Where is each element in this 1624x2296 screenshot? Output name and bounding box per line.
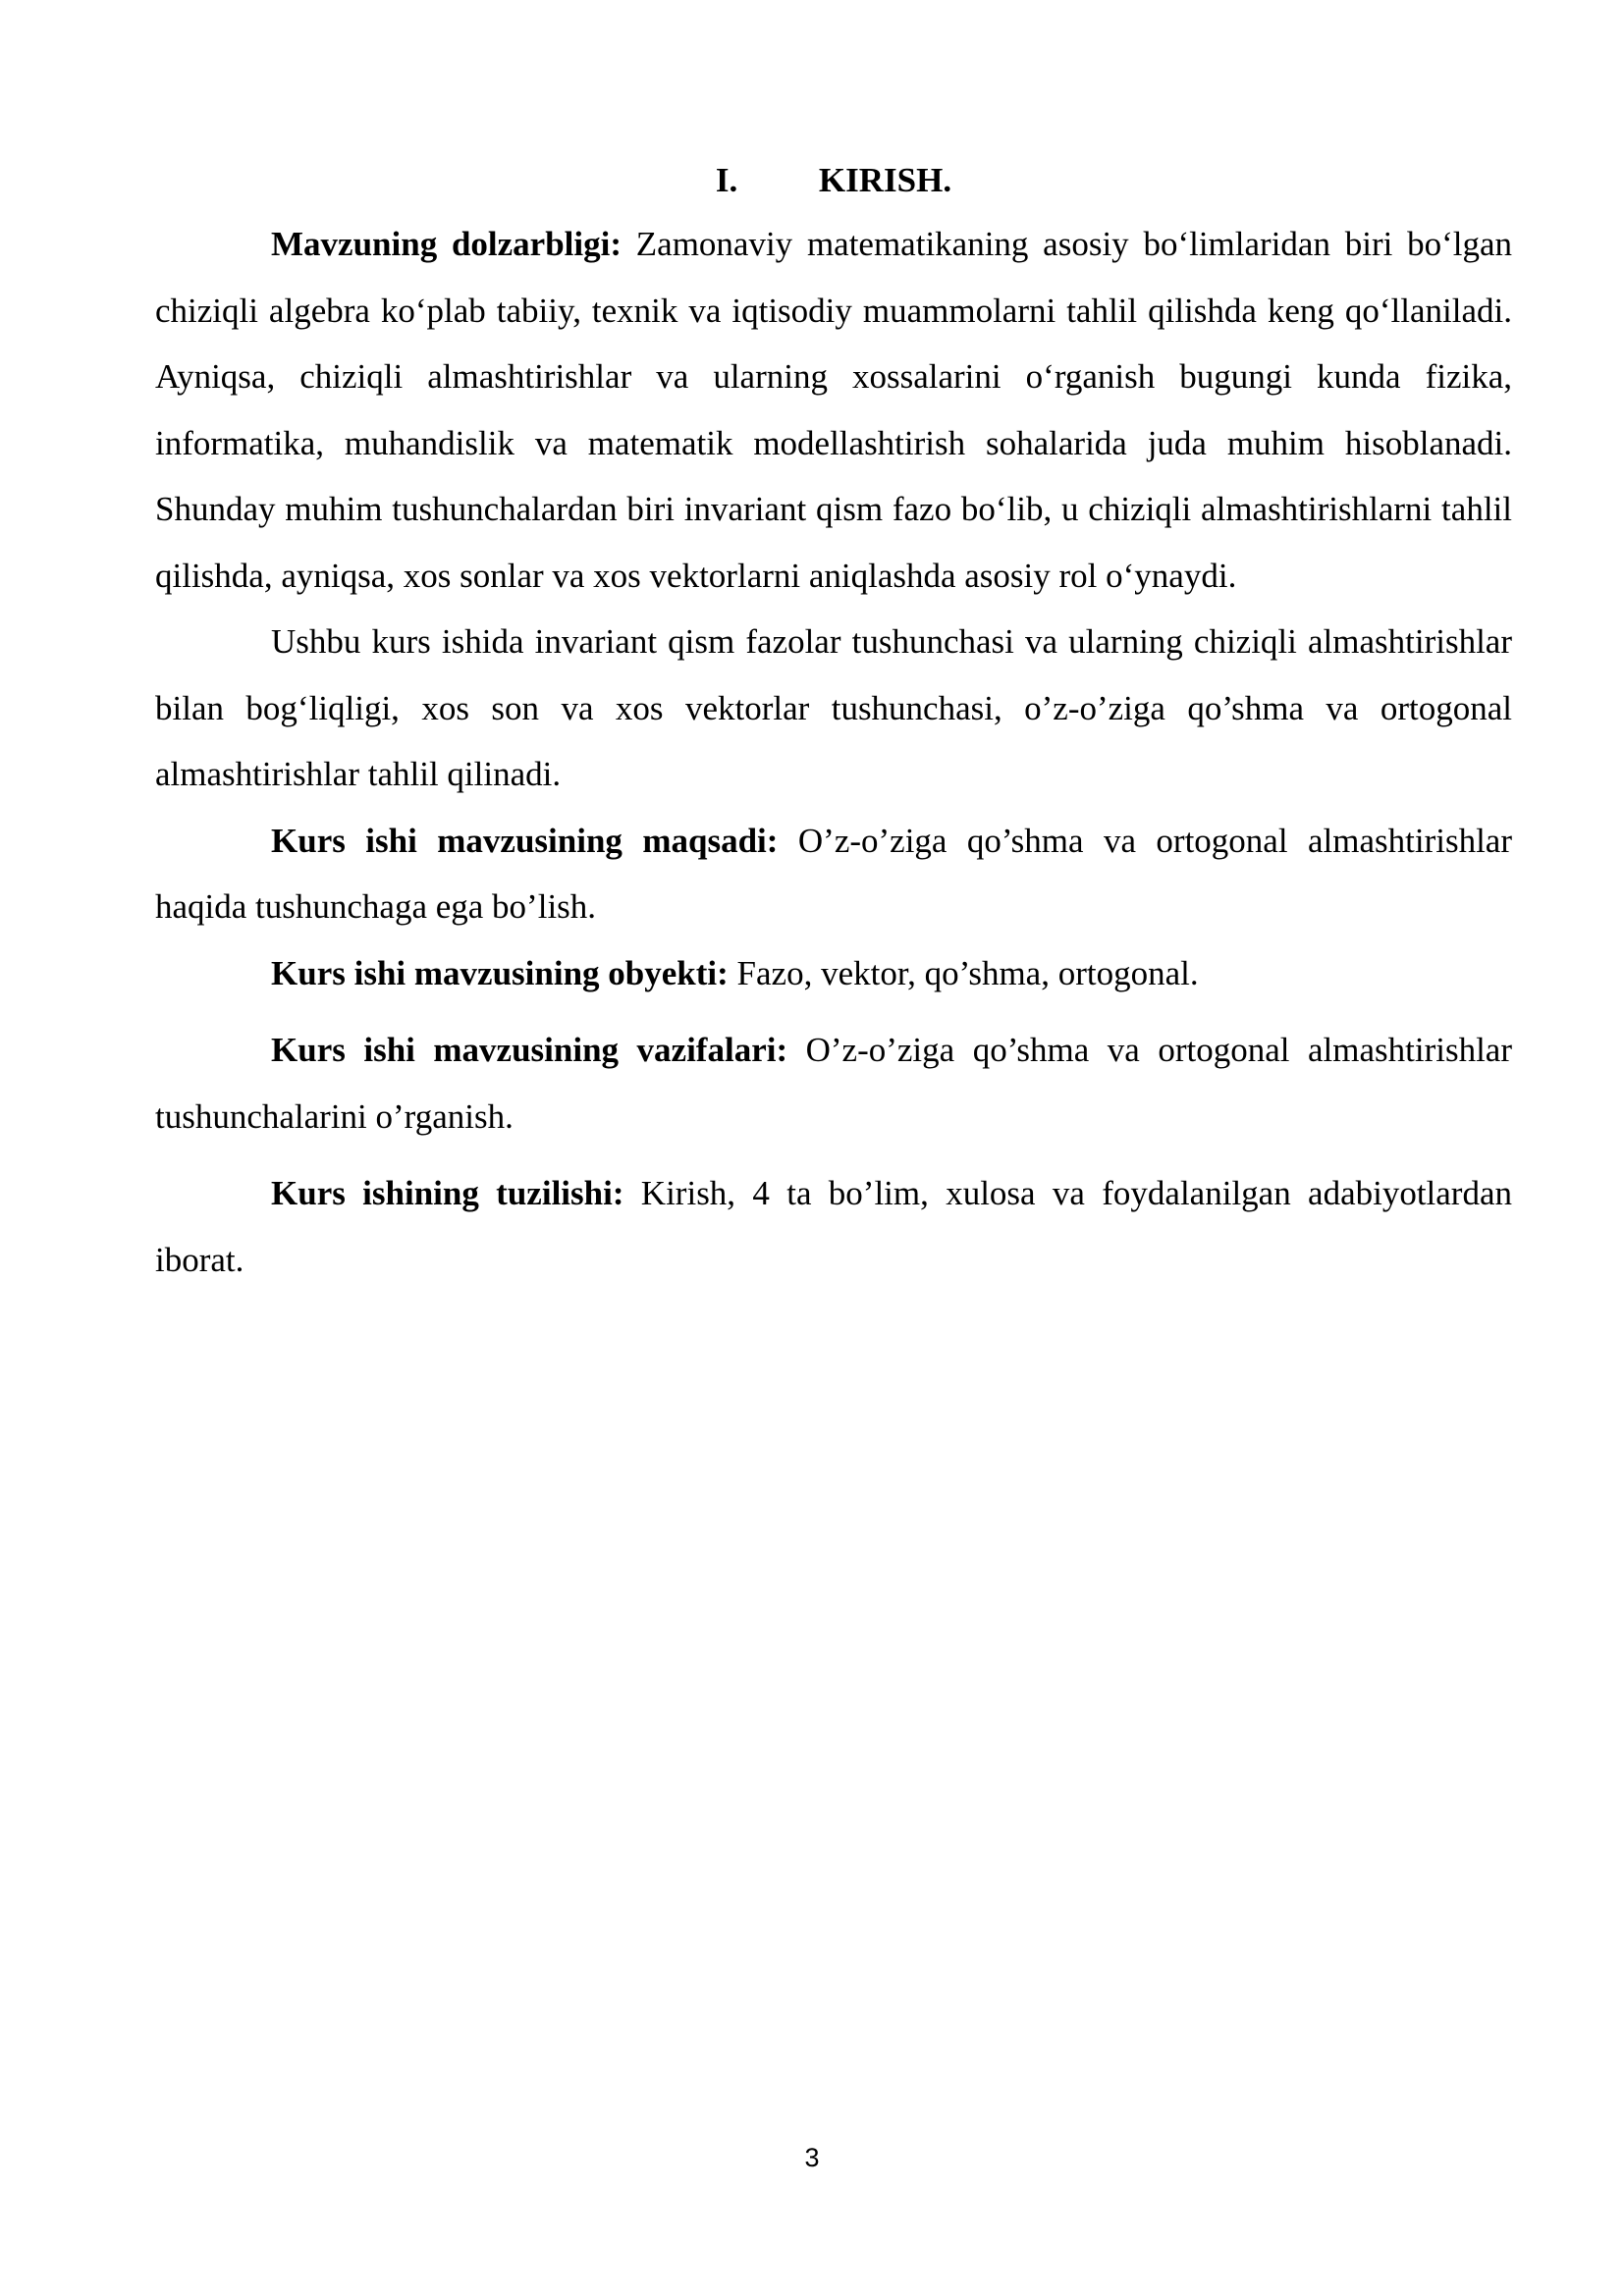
paragraph-lead: Kurs ishi mavzusining obyekti: bbox=[271, 953, 729, 992]
paragraph-text: O’z-o’ziga qo’shma va ortogonal almashtirishlar haqida tushunchaga ega bo’lish. bbox=[155, 821, 1512, 926]
paragraph-lead: Kurs ishining tuzilishi: bbox=[271, 1174, 624, 1212]
paragraph-text: Ushbu kurs ishida invariant qism fazolar tushunchasi va ularning chiziqli almashtirishlar bilan bog‘liqligi, xos son va xos vektorlar tushunchasi, o’z-o’ziga qo’shma va ortogonal almashtirishlar tahlil qilinadi. bbox=[155, 622, 1512, 793]
paragraph-structure bbox=[155, 1160, 1512, 1293]
paragraph-relevance bbox=[155, 211, 1512, 609]
paragraph-goal bbox=[155, 808, 1512, 940]
section-heading bbox=[155, 147, 1512, 213]
paragraph-text: Zamonaviy matematikaning asosiy bo‘limlaridan biri bo‘lgan chiziqli algebra ko‘plab tabiiy, texnik va iqtisodiy muammolarni tahlil qilishda keng qo‘llaniladi. Ayniqsa, chiziqli almashtirishlar va ularning xossalarini o‘rganish bugungi kunda fizika, informatika, muhandislik va matematik modellashtirish sohalarida juda muhim hisoblanadi. Shunday muhim tushunchalardan biri invariant qism fazo bo‘lib, u chiziqli almashtirishlarni tahlil qilishda, ayniqsa, xos sonlar va xos vektorlarni aniqlashda asosiy rol o‘ynaydi. bbox=[155, 225, 1512, 595]
page-content bbox=[155, 147, 1512, 1293]
paragraph-text: Fazo, vektor, qo’shma, ortogonal. bbox=[728, 953, 1199, 992]
paragraph-text: Kirish, 4 ta bo’lim, xulosa va foydalanilgan adabiyotlardan iborat. bbox=[155, 1174, 1512, 1279]
paragraph-lead: Kurs ishi mavzusining vazifalari: bbox=[271, 1031, 788, 1069]
paragraph-lead: Mavzuning dolzarbligi: bbox=[271, 225, 623, 263]
section-number: I. bbox=[715, 161, 738, 199]
page-number: 3 bbox=[804, 2143, 820, 2172]
paragraph-object bbox=[155, 940, 1512, 1007]
paragraph-tasks bbox=[155, 1017, 1512, 1149]
paragraph-text: O’z-o’ziga qo’shma va ortogonal almashtirishlar tushunchalarini o’rganish. bbox=[155, 1031, 1512, 1136]
paragraph-overview bbox=[155, 609, 1512, 808]
paragraph-lead: Kurs ishi mavzusining maqsadi: bbox=[271, 821, 779, 860]
section-title: KIRISH. bbox=[818, 161, 952, 199]
